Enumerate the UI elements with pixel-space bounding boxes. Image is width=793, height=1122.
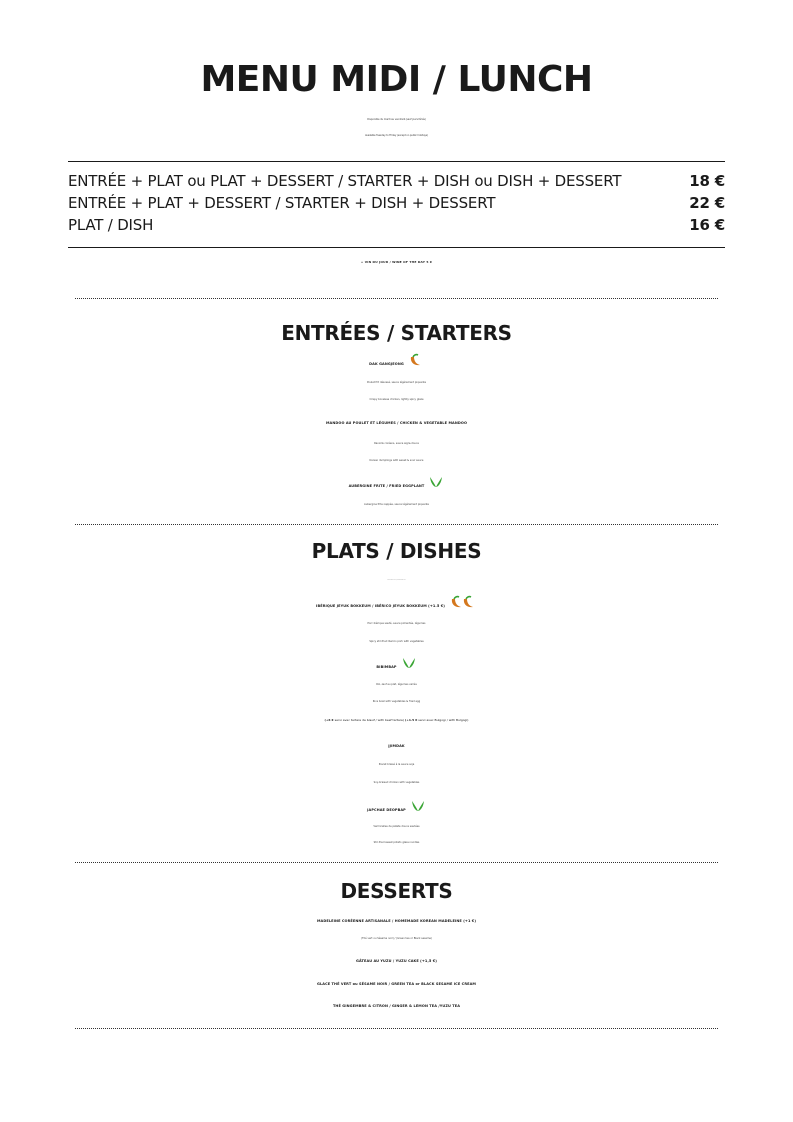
dish-desc-en: Stir-fried sweet potato glass noodles xyxy=(373,841,420,844)
dessert-item-name: MADELEINE CORÉENNE ARTISANALE / HOMEMADE KOREAN MADELEINE (+1 €) xyxy=(316,919,477,923)
formula-price: 18 € xyxy=(689,172,725,190)
formula-row xyxy=(68,216,725,238)
dotted-divider xyxy=(75,1028,718,1029)
dish-desc-en: Spicy stir-fried Iberico pork with vegetables xyxy=(369,640,424,643)
chili-icon xyxy=(408,353,424,375)
dessert-item-name: GÂTEAU AU YUZU / YUZU CAKE (+1,5 €) xyxy=(356,959,437,963)
dish-desc-fr: Riz, œuf au plat, légumes variés xyxy=(376,683,417,686)
formula-label: PLAT / DISH xyxy=(68,216,154,234)
dotted-divider xyxy=(75,524,718,525)
desserts-title: DESSERTS xyxy=(340,879,453,903)
formula-rule xyxy=(68,247,725,248)
starter-desc-en: Crispy boneless chicken, lightly spicy glaze xyxy=(369,398,424,401)
formula-row xyxy=(68,194,725,216)
dessert-item-name: GLACE THÉ VERT ou SÉSAME NOIR / GREEN TEA or BLACK SESAME ICE CREAM xyxy=(316,982,477,986)
dish-desc-fr: Porc ibérique sauté, sauce pimentée, légumes xyxy=(367,622,426,625)
footer-note-en xyxy=(0,1075,793,1087)
starter-desc-fr: Aubergine frite nappée, sauce légèrement piquante xyxy=(364,503,429,506)
formula-price: 16 € xyxy=(689,216,725,234)
formula-label: ENTRÉE + PLAT + DESSERT / STARTER + DISH + DESSERT xyxy=(68,194,496,212)
dotted-divider xyxy=(75,862,718,863)
formula-label: ENTRÉE + PLAT ou PLAT + DESSERT / STARTER + DISH ou DISH + DESSERT xyxy=(68,172,622,190)
bibimbap-supplement-note: (+6 € servi avec tartare de bœuf / with beef tartare) (+1.5 € servi avec Bulgogi / with Bulgogi) xyxy=(324,718,469,722)
dotted-divider xyxy=(75,298,718,299)
formula-price: 22 € xyxy=(689,194,725,212)
starter-item-name: DAK GANGJEONG xyxy=(0,353,793,375)
dish-desc-fr: Poulet braisé à la sauce soja xyxy=(378,763,415,766)
starter-item-name: MANDOO AU POULET ET LÉGUMES / CHICKEN & VEGETABLE MANDOO xyxy=(325,421,468,425)
dish-item-name: JAPCHAE DEOPBAP xyxy=(0,799,793,821)
dish-item-name: IBÉRIQUE JEYUK BOKKEUM / IBÉRICO JEYUK BOKKEUM (+1.5 €) xyxy=(0,595,793,617)
vegetarian-leaf-icon xyxy=(401,656,417,678)
served-with-rice: Servis avec du riz / Served with rice xyxy=(387,580,406,581)
double-chili-icon xyxy=(449,595,477,617)
dish-desc-fr: Vermicelles de patate douce sautées xyxy=(373,825,420,828)
formula-row xyxy=(68,172,725,194)
starter-desc-fr: Raviolis coréens, sauce aigre-douce xyxy=(374,442,419,445)
dessert-desc: (Thé vert ou Sésame noir) / (Green tea or Black sesame) xyxy=(361,937,432,940)
wine-of-the-day: + VIN DU JOUR / WINE OF THE DAY 5 € xyxy=(360,260,433,264)
starter-desc-en: Korean dumplings with sweet & sour sauce xyxy=(369,459,424,462)
dish-desc-en: Soy-braised chicken with vegetables xyxy=(373,781,420,784)
footer-note-fr xyxy=(0,1063,793,1075)
dessert-item-name: THÉ GINGEMBRE & CITRON / GINGER & LEMON TEA /YUZU TEA xyxy=(332,1004,461,1008)
availability-fr: Disponible du mardi au vendredi (sauf jours fériés) xyxy=(367,118,426,121)
top-rule xyxy=(68,161,725,162)
dish-item-name: JJIMDAK xyxy=(388,744,405,748)
availability-en: Available Tuesday to Friday (except on public holidays) xyxy=(364,134,429,137)
starters-title: ENTRÉES / STARTERS xyxy=(281,321,512,345)
dishes-title: PLATS / DISHES xyxy=(311,539,482,563)
menu-title: MENU MIDI / LUNCH xyxy=(200,59,593,100)
dish-desc-en: Rice bowl with vegetables & fried egg xyxy=(372,700,421,703)
vegetarian-leaf-icon xyxy=(428,475,444,497)
dish-item-name: BIBIMBAP xyxy=(0,656,793,678)
starter-item-name: AUBERGINE FRITE / FRIED EGGPLANT xyxy=(0,475,793,497)
starter-desc-fr: Poulet frit désossé, sauce légèrement piquante xyxy=(366,381,427,384)
